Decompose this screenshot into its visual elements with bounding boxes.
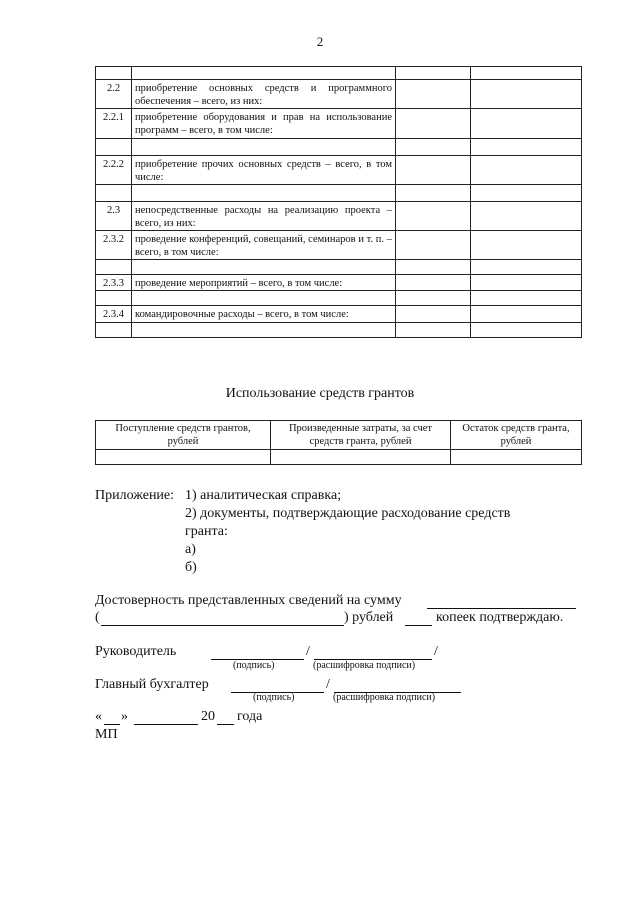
day-blank (104, 708, 120, 725)
row-code: 2.3.3 (96, 275, 132, 291)
table-row (96, 275, 582, 291)
table-row (96, 138, 582, 155)
row-text: приобретение оборудования и прав на использование программ – всего, в том числе: (132, 109, 396, 138)
header-received: Поступление средств грантов, рублей (96, 421, 271, 450)
certification-line: Достоверность представленных сведений на сумму (95, 593, 402, 608)
table-row (96, 306, 582, 322)
attachment-sub-a: а) (185, 542, 196, 557)
year-blank (217, 708, 234, 725)
month-blank (134, 708, 198, 725)
row-text: непосредственные расходы на реализацию проекта – всего, из них: (132, 201, 396, 230)
director-name-line (314, 643, 432, 660)
row-code: 2.2.2 (96, 155, 132, 184)
row-text: приобретение прочих основных средств – всего, в том числе: (132, 155, 396, 184)
row-text: командировочные расходы – всего, в том числе: (132, 306, 396, 322)
attachment-item-1: 1) аналитическая справка; (185, 488, 342, 503)
row-text: проведение мероприятий – всего, в том числе: (132, 275, 396, 291)
sum-blank (427, 592, 576, 609)
table-row (96, 231, 582, 260)
table-row (96, 322, 582, 337)
table-row (96, 155, 582, 184)
table-row (96, 201, 582, 230)
row-text: проведение конференций, совещаний, семинаров и т. п. – всего, в том числе: (132, 231, 396, 260)
slash: / (434, 644, 438, 659)
director-signature-line (211, 643, 304, 660)
signature-hint: (подпись) (233, 660, 275, 671)
slash: / (306, 644, 310, 659)
attachment-item-2: 2) документы, подтверждающие расходование средств (185, 506, 511, 521)
date-close-quote: » (121, 709, 128, 724)
sum-words-blank (101, 609, 344, 626)
director-label: Руководитель (95, 644, 177, 659)
row-code: 2.3.4 (96, 306, 132, 322)
page-number: 2 (316, 34, 324, 49)
table-row (96, 260, 582, 275)
row-code: 2.3.2 (96, 231, 132, 260)
decode-hint: (расшифровка подписи) (333, 692, 436, 703)
table-row (96, 80, 582, 109)
slash: / (326, 677, 330, 692)
year-prefix: 20 (201, 709, 215, 724)
kopecks-label: копеек подтверждаю. (436, 610, 564, 625)
grants-title: Использование средств грантов (225, 386, 415, 401)
header-spent: Произведенные затраты, за счет средств гранта, рублей (271, 421, 451, 450)
table-row (96, 109, 582, 138)
rubles-label: ) рублей (344, 610, 394, 625)
kopecks-blank (405, 609, 432, 626)
stamp-place: МП (95, 727, 118, 742)
attachments-label: Приложение: (95, 488, 175, 503)
year-suffix: года (237, 709, 263, 724)
decode-hint: (расшифровка подписи) (313, 660, 416, 671)
attachment-item-2-cont: гранта: (185, 524, 228, 539)
open-paren: ( (95, 610, 100, 625)
row-code: 2.2.1 (96, 109, 132, 138)
attachment-sub-b: б) (185, 560, 197, 575)
date-open-quote: « (95, 709, 102, 724)
table-header-row (96, 421, 582, 450)
table-row (96, 67, 582, 80)
accountant-name-line (334, 676, 461, 693)
signature-hint: (подпись) (253, 692, 295, 703)
row-code: 2.2 (96, 80, 132, 109)
row-text: приобретение основных средств и программного обеспечения – всего, из них: (132, 80, 396, 109)
accountant-signature-line (231, 676, 324, 693)
table-row (96, 291, 582, 306)
row-code: 2.3 (96, 201, 132, 230)
accountant-label: Главный бухгалтер (95, 677, 209, 692)
table-row (96, 184, 582, 201)
grants-table (95, 420, 582, 465)
table-row (96, 450, 582, 465)
expenses-table (95, 66, 582, 338)
header-balance: Остаток средств гранта, рублей (451, 421, 582, 450)
